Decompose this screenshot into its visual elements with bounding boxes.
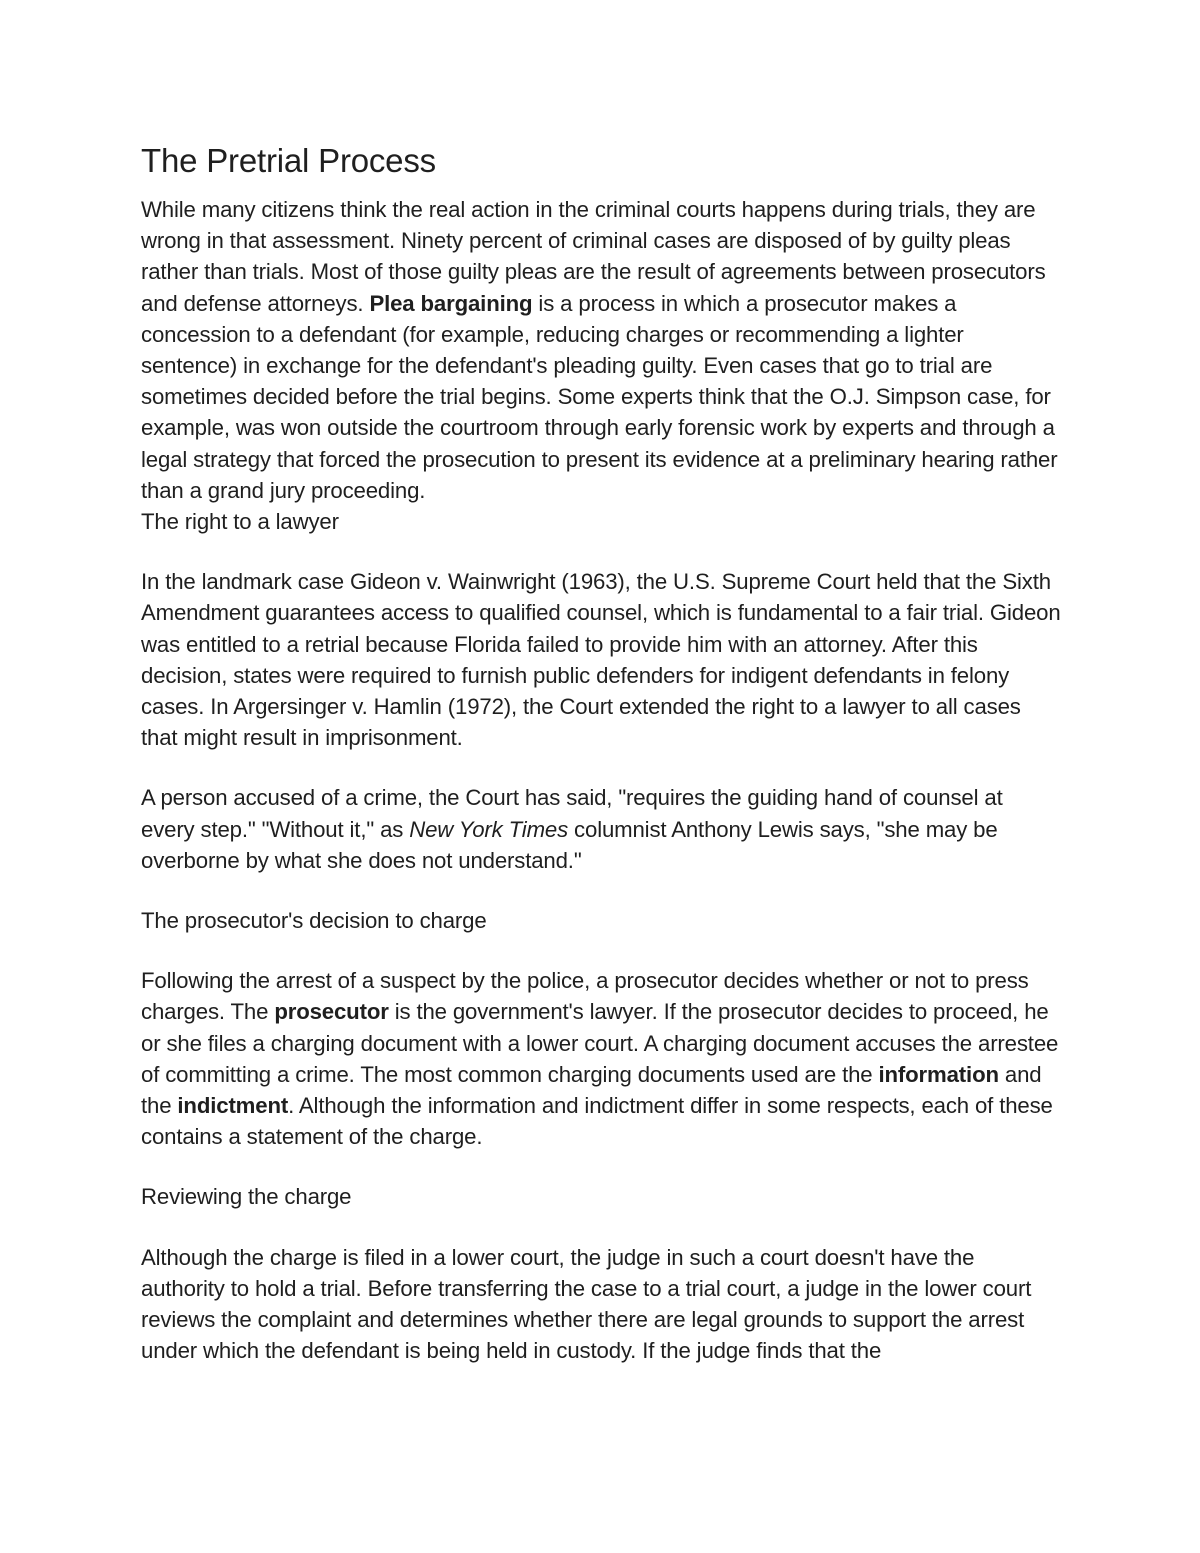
charge-text-2: is the government's lawyer. If the prosecutor decides to proceed, he or she files a charging document with a lower court. A charging document accuses the arrestee of committing a crime. The most common charging documents used are the [141,999,1059,1087]
term-plea-bargaining: Plea bargaining [369,290,533,316]
spacer [141,1152,1061,1181]
section-heading-lawyer: The right to a lawyer [141,509,339,535]
quote-text-continued: columnist Anthony Lewis says, "she may be overborne by what she does not understand." [141,816,998,873]
intro-text-continued: is a process in which a prosecutor makes a concession to a defendant (for example, reducing charges or recommending a lighter sentence) in exchange for the defendant's pleading guilty. Even cases that go to trial are sometimes decided before the trial begins. Some experts think that the O.J. Simpson case, for example, was won outside the courtroom through early forensic work by experts and through a legal strategy that forced the prosecution to present its evidence at a preliminary hearing rather than a grand jury proceeding. [141,290,1058,503]
intro-text: While many citizens think the real action in the criminal courts happens during trials, they are wrong in that assessment. Ninety percent of criminal cases are disposed of by guilty pleas rather than trials. Most of those guilty pleas are the result of agreements between prosecutors and defense attorneys. [141,197,1046,316]
charge-text-4: . Although the information and indictment differ in some respects, each of these contains a statement of the charge. [141,1093,1053,1150]
quote-text: A person accused of a crime, the Court has said, "requires the guiding hand of counsel at every step." "Without it," as [141,785,1003,842]
section-heading-review: Reviewing the charge [141,1184,352,1210]
term-indictment: indictment [177,1093,289,1119]
page-title: The Pretrial Process [141,142,436,179]
term-prosecutor: prosecutor [274,999,389,1025]
lawyer-paragraph-1: In the landmark case Gideon v. Wainwright (1963), the U.S. Supreme Court held that the Sixth Amendment guarantees access to qualified counsel, which is fundamental to a fair trial. Gideon was entitled to a retrial because Florida failed to provide him with an attorney. After this decision, states were required to furnish public defenders for indigent defendants in felony cases. In Argersinger v. Hamlin (1972), the Court extended the right to a lawyer to all cases that might result in imprisonment. [141,569,1061,751]
spacer [141,936,1061,965]
newspaper-name: New York Times [409,816,569,842]
section-heading-charge: The prosecutor's decision to charge [141,908,487,934]
document-page [141,138,1061,1367]
review-paragraph: Although the charge is filed in a lower court, the judge in such a court doesn't have the authority to hold a trial. Before transferring the case to a trial court, a judge in the lower court reviews the complaint and determines whether there are legal grounds to support the arrest under which the defendant is being held in custody. If the judge finds that the [141,1244,1032,1364]
lawyer-paragraph-2 [141,782,1061,876]
spacer [141,753,1061,782]
spacer [141,876,1061,905]
charge-text-3: and the [141,1061,1042,1119]
intro-paragraph [141,194,1061,506]
term-information: information [878,1061,999,1087]
spacer [141,537,1061,566]
charge-text-1: Following the arrest of a suspect by the police, a prosecutor decides whether or not to press charges. The [141,968,1029,1025]
charge-paragraph [141,965,1061,1152]
spacer [141,1213,1061,1242]
